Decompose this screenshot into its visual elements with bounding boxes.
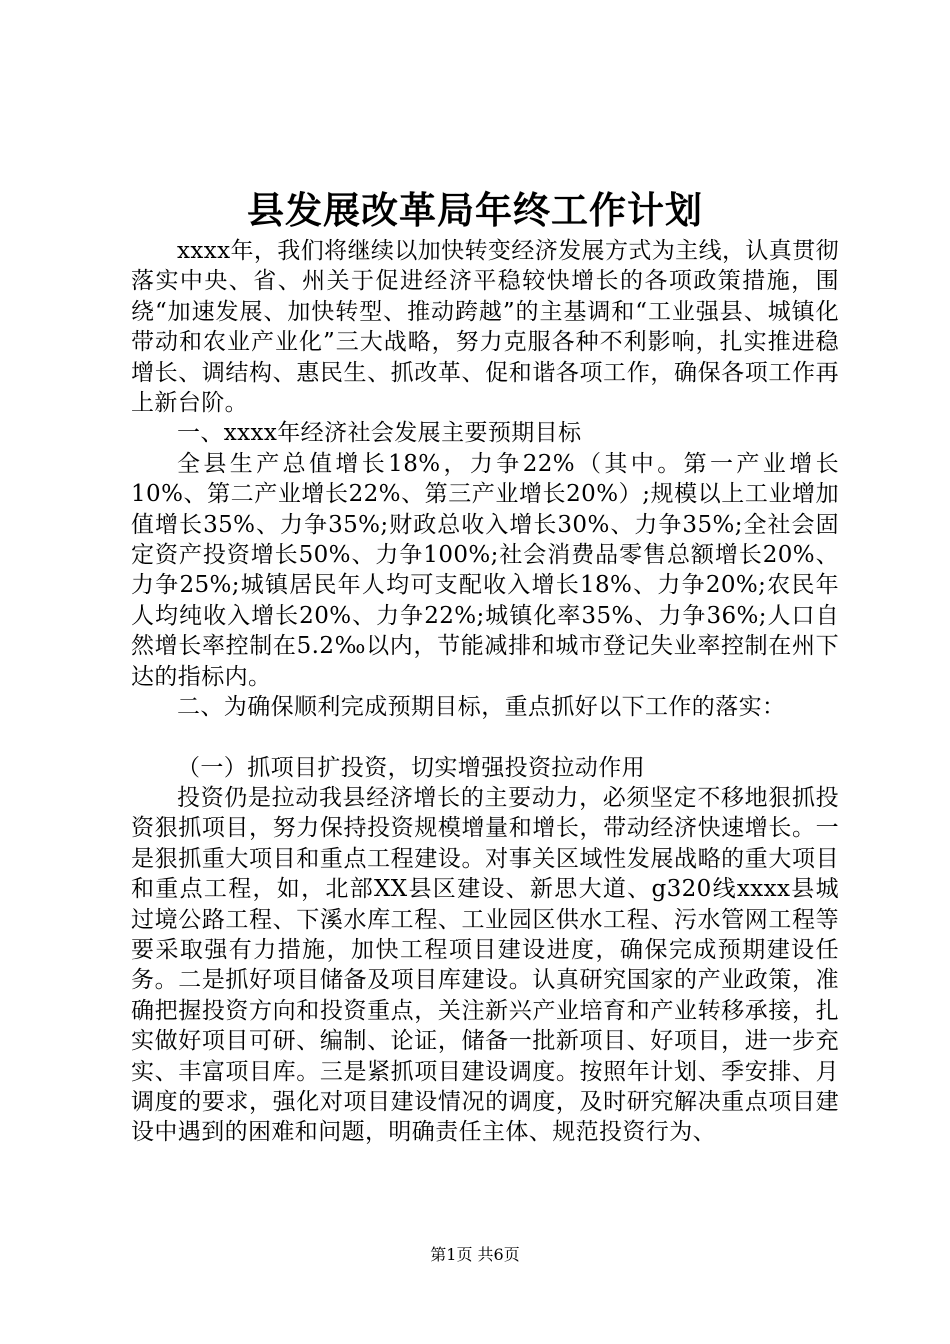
document-title: 县发展改革局年终工作计划 xyxy=(247,188,703,232)
page-number-footer: 第1页 共6页 xyxy=(430,1245,520,1264)
subsection-heading-1: （一）抓项目扩投资，切实增强投资拉动作用 xyxy=(177,754,645,781)
document-body xyxy=(131,236,839,1148)
section-heading-2: 二、为确保顺利完成预期目标，重点抓好以下工作的落实： xyxy=(177,694,786,721)
section-heading-1: 一、xxxx年经济社会发展主要预期目标 xyxy=(177,420,582,447)
investment-paragraph: 投资仍是拉动我县经济增长的主要动力，必须坚定不移地狠抓投资狠抓项目，努力保持投资规模增量和增长，带动经济快速增长。一是狠抓重大项目和重点工程建设。对事关区域性发展战略的重大项目和重点工程，如，北部XX县区建设、新思大道、g320线xxxx县城过境公路工程、下溪水库工程、工业园区供水工程、污水管网工程等要采取强有力措施，加快工程项目建设进度，确保完成预期建设任务。二是抓好项目储备及项目库建设。认真研究国家的产业政策，准确把握投资方向和投资重点，关注新兴产业培育和产业转移承接，扎实做好项目可研、编制、论证，储备一批新项目、好项目，进一步充实、丰富项目库。三是紧抓项目建设调度。按照年计划、季安排、月调度的要求，强化对项目建设情况的调度，及时研究解决重点项目建设中遇到的困难和问题，明确责任主体、规范投资行为、 xyxy=(131,784,839,1146)
targets-paragraph: 全县生产总值增长18%，力争22%（其中。第一产业增长10%、第二产业增长22%、第三产业增长20%）;规模以上工业增加值增长35%、力争35%;财政总收入增长30%、力争35%;全社会固定资产投资增长50%、力争100%;社会消费品零售总额增长20%、力争25%;城镇居民年人均可支配收入增长18%、力争20%;农民年人均纯收入增长20%、力争22%;城镇化率35%、力争36%;人口自然增长率控制在5.2‰以内，节能减排和城市登记失业率控制在州下达的指标内。 xyxy=(131,450,839,690)
intro-paragraph: xxxx年，我们将继续以加快转变经济发展方式为主线，认真贯彻落实中央、省、州关于促进经济平稳较快增长的各项政策措施，围绕“加速发展、加快转型、推动跨越”的主基调和“工业强县、城镇化带动和农业产业化”三大战略，努力克服各种不利影响，扎实推进稳增长、调结构、惠民生、抓改革、促和谐各项工作，确保各项工作再上新台阶。 xyxy=(131,238,839,417)
